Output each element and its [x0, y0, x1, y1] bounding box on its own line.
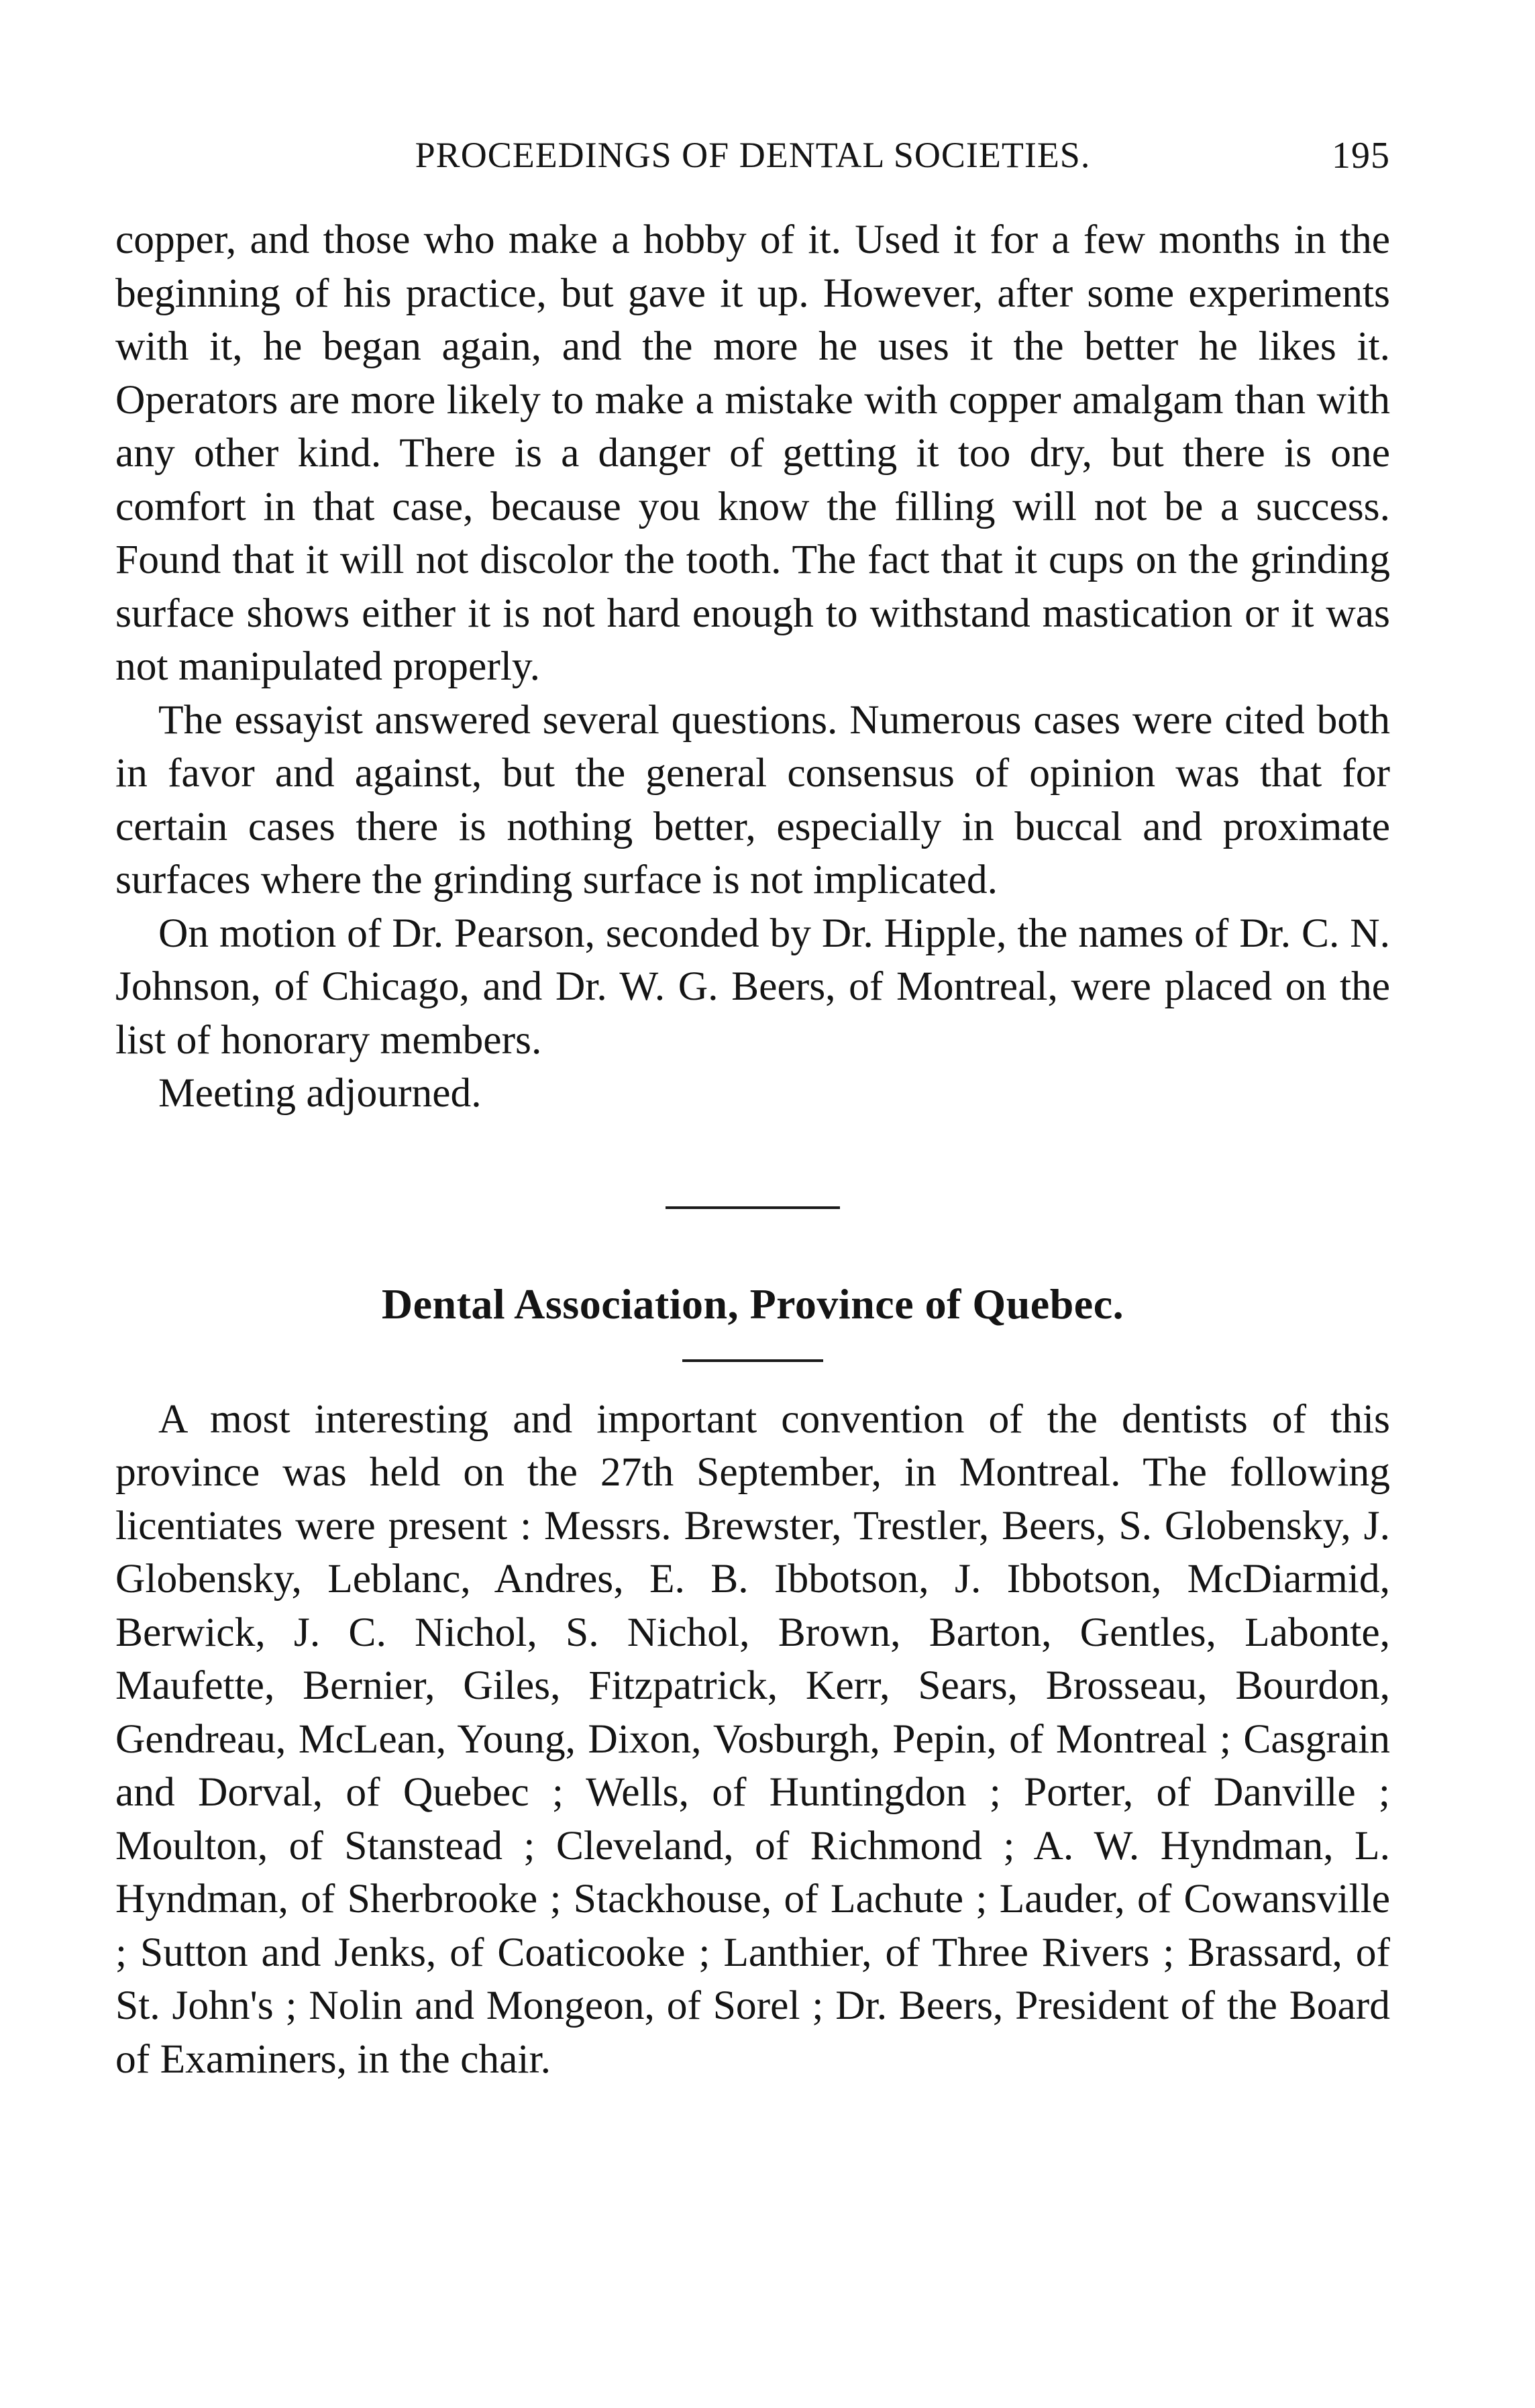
body-paragraph-3: On motion of Dr. Pearson, seconded by Dr. Hipple, the names of Dr. C. N. Johnson, of Chicago, and Dr. W. G. Beers, of Montreal, were placed on the list of honorary members. — [115, 910, 1390, 1063]
section-paragraph-1: A most interesting and important convention of the dentists of this province was held on the 27th September, in Montreal. The following licentiates were present : Messrs. Brewster, Trestler, Beers, S. Globensky, J. Globensky, Leblanc, Andres, E. B. Ibbotson, J. Ibbotson, McDiarmid, Berwick, J. C. Nichol, S. Nichol, Brown, Barton, Gentles, Labonte, Maufette, Bernier, Giles, Fitzpatrick, Kerr, Sears, Brosseau, Bourdon, Gendreau, McLean, Young, Dixon, Vosburgh, Pepin, of Montreal ; Casgrain and Dorval, of Quebec ; Wells, of Huntingdon ; Porter, of Danville ; Moulton, of Stanstead ; Cleveland, of Richmond ; A. W. Hyndman, L. Hyndman, of Sherbrooke ; Stackhouse, of Lachute ; Lauder, of Cowansville ; Sutton and Jenks, of Coaticooke ; Lanthier, of Three Rivers ; Brassard, of St. John's ; Nolin and Mongeon, of Sorel ; Dr. Beers, President of the Board of Examiners, in the chair. — [115, 1396, 1390, 2082]
body-paragraph-2: The essayist answered several questions. Numerous cases were cited both in favor and against, but the general consensus of opinion was that for certain cases there is nothing better, especially in buccal and proximate surfaces where the grinding surface is not implicated. — [115, 696, 1390, 902]
page — [115, 134, 1390, 2086]
running-title: PROCEEDINGS OF DENTAL SOCIETIES. — [415, 135, 1091, 175]
page-number: 195 — [1332, 135, 1390, 176]
body-paragraph-1: copper, and those who make a hobby of it. Used it for a few months in the beginning of his practice, but gave it up. However, after some experiments with it, he began again, and the more he uses it the better he likes it. Operators are more likely to make a mistake with copper amalgam than with any other kind. There is a danger of getting it too dry, but there is one comfort in that case, because you know the filling will not be a success. Found that it will not discolor the tooth. The fact that it cups on the grinding surface shows either it is not hard enough to withstand mastication or it was not manipulated properly. — [115, 217, 1390, 689]
section-divider — [666, 1206, 840, 1209]
section-heading: Dental Association, Province of Quebec. — [381, 1279, 1124, 1328]
running-header — [115, 134, 1390, 195]
body-paragraph-4: Meeting adjourned. — [158, 1070, 482, 1116]
heading-underline-rule — [682, 1359, 823, 1362]
